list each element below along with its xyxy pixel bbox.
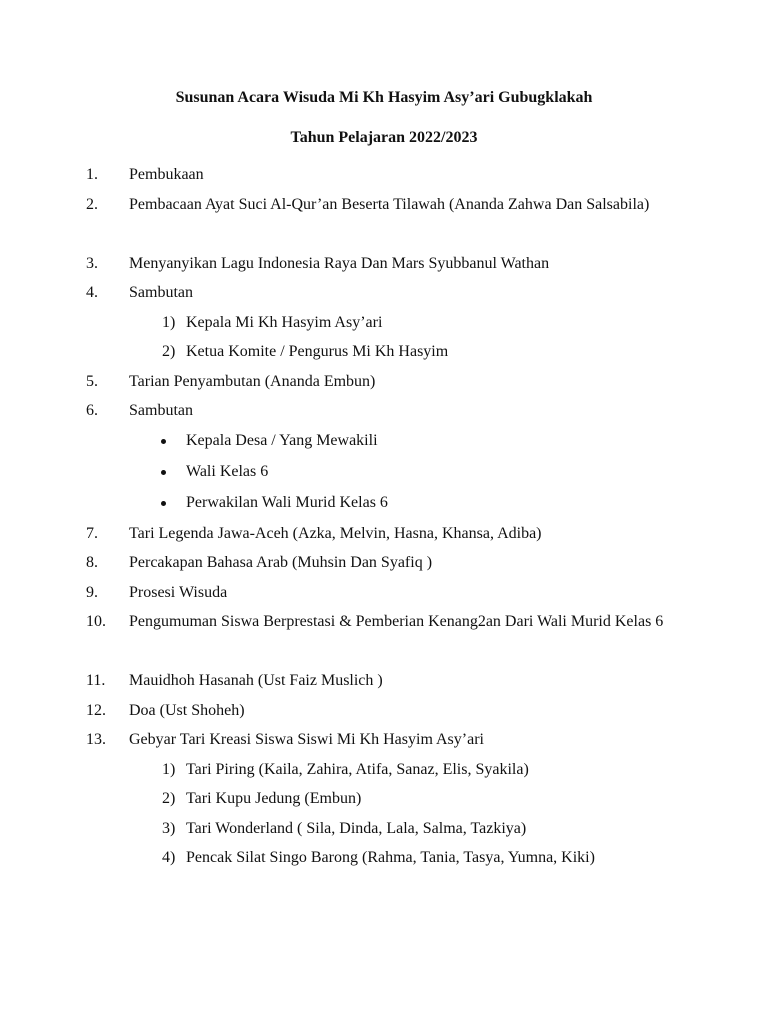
sub-item-number: 2) bbox=[162, 343, 176, 360]
sub-item-number: 1) bbox=[162, 760, 176, 778]
item-number: 12. bbox=[86, 701, 106, 719]
bullet-list-item bbox=[0, 430, 768, 461]
sub-list-item bbox=[0, 788, 768, 818]
item-text: Pembacaan Ayat Suci Al-Qur’an Beserta Tilawah (Ananda Zahwa Dan Salsabila) bbox=[129, 195, 650, 213]
sub-item-number: 2) bbox=[162, 790, 176, 807]
item-text: Sambutan bbox=[129, 402, 193, 419]
sub-list-item bbox=[0, 847, 768, 877]
sub-list-item bbox=[0, 759, 768, 789]
item-text: Gebyar Tari Kreasi Siswa Siswi Mi Kh Hasyim Asy’ari bbox=[129, 731, 484, 748]
bullet-item-text: Kepala Desa / Yang Mewakili bbox=[186, 431, 378, 449]
sub-item-text: Pencak Silat Singo Barong (Rahma, Tania, Tasya, Yumna, Kiki) bbox=[186, 849, 595, 866]
item-text: Pengumuman Siswa Berprestasi & Pemberian Kenang2an Dari Wali Murid Kelas 6 bbox=[129, 613, 664, 630]
agenda-list bbox=[0, 164, 768, 877]
bullet-item-text: Wali Kelas 6 bbox=[186, 462, 269, 480]
item-text: Tari Legenda Jawa-Aceh (Azka, Melvin, Hasna, Khansa, Adiba) bbox=[129, 524, 542, 542]
document-title: Susunan Acara Wisuda Mi Kh Hasyim Asy’ari Gubugklakah bbox=[175, 89, 593, 106]
bullet-list-item bbox=[0, 461, 768, 492]
item-text: Menyanyikan Lagu Indonesia Raya Dan Mars Syubbanul Wathan bbox=[129, 254, 550, 272]
item-text: Sambutan bbox=[129, 284, 193, 301]
sub-item-text: Tari Wonderland ( Sila, Dinda, Lala, Salma, Tazkiya) bbox=[186, 819, 527, 837]
document-subtitle: Tahun Pelajaran 2022/2023 bbox=[290, 129, 478, 146]
item-number: 13. bbox=[86, 731, 106, 748]
sub-item-number: 4) bbox=[162, 849, 176, 866]
sub-item-text: Kepala Mi Kh Hasyim Asy’ari bbox=[186, 313, 383, 331]
item-text: Prosesi Wisuda bbox=[129, 583, 228, 601]
bullet-icon bbox=[161, 470, 166, 475]
item-number: 8. bbox=[86, 554, 98, 571]
list-item bbox=[0, 194, 768, 253]
item-number: 7. bbox=[86, 524, 98, 542]
sub-item-text: Ketua Komite / Pengurus Mi Kh Hasyim bbox=[186, 343, 449, 360]
item-text: Pembukaan bbox=[129, 166, 204, 183]
sub-item-number: 3) bbox=[162, 819, 176, 837]
bullet-icon bbox=[161, 439, 166, 444]
item-number: 6. bbox=[86, 402, 98, 419]
bullet-icon bbox=[161, 501, 166, 506]
sub-item-text: Tari Kupu Jedung (Embun) bbox=[186, 790, 362, 807]
item-number: 4. bbox=[86, 284, 98, 301]
list-item bbox=[0, 729, 768, 759]
list-item bbox=[0, 400, 768, 430]
sub-item-number: 1) bbox=[162, 313, 176, 331]
sub-list-item bbox=[0, 818, 768, 848]
item-number: 5. bbox=[86, 372, 98, 390]
item-number: 3. bbox=[86, 254, 98, 272]
item-number: 2. bbox=[86, 195, 98, 213]
item-text: Mauidhoh Hasanah (Ust Faiz Muslich ) bbox=[129, 672, 383, 689]
item-text: Doa (Ust Shoheh) bbox=[129, 701, 245, 719]
sub-list-item bbox=[0, 312, 768, 342]
item-text: Tarian Penyambutan (Ananda Embun) bbox=[129, 372, 376, 390]
item-text: Percakapan Bahasa Arab (Muhsin Dan Syafiq ) bbox=[129, 554, 433, 571]
item-number: 10. bbox=[86, 613, 106, 630]
item-number: 9. bbox=[86, 583, 98, 601]
list-item bbox=[0, 611, 768, 670]
list-item bbox=[0, 282, 768, 312]
bullet-item-text: Perwakilan Wali Murid Kelas 6 bbox=[186, 493, 388, 511]
item-number: 11. bbox=[86, 672, 106, 689]
item-number: 1. bbox=[86, 166, 98, 183]
sub-item-text: Tari Piring (Kaila, Zahira, Atifa, Sanaz, Elis, Syakila) bbox=[186, 760, 529, 778]
